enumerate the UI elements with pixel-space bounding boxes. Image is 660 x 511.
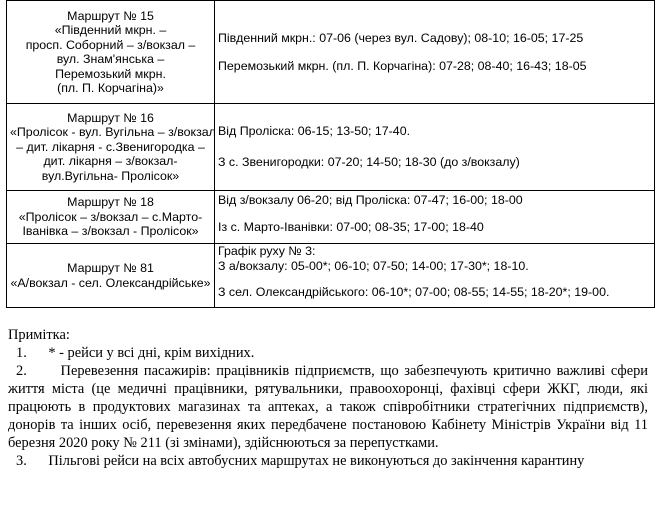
route-title: Маршрут № 16: [67, 110, 154, 125]
schedule-cell: [215, 1, 655, 104]
note-item: 2. Перевезення пасажирів: працівників підприємств, що забезпечують критично важливі сфери життя міста (це медичні працівники, рятувальники, правоохоронці, фахівці сфери ЖКГ, люди, які працюють в продуктових магазинах та аптеках, а також співробітники стратегічних підприємств), донорів та інших осіб, перевезення яких передбачене постановою Кабінету Міністрів України від 11 березня 2020 року № 211 (зі змінами), здійснюються за перепустками.: [8, 363, 652, 451]
schedule-line: Графік руху № 3:: [218, 244, 316, 258]
route-desc-line: дит. лікарня – з/вокзал-: [43, 154, 178, 169]
route-title: Маршрут № 15: [67, 8, 154, 23]
table-row: [7, 191, 655, 244]
schedule-cell: [215, 244, 655, 308]
route-title: Маршрут № 18: [67, 195, 154, 210]
schedule-cell: [215, 104, 655, 191]
table-row: [7, 104, 655, 191]
route-desc-line: Перемозький мкрн.: [55, 66, 166, 81]
schedule-line: Від Пролiска: 06-15; 13-50; 17-40.: [218, 124, 411, 138]
route-desc-line: вул.Вугільна- Пролісок»: [41, 168, 180, 183]
route-desc-line: «А/вокзал - сел. Олександрійське»: [10, 275, 211, 290]
route-desc-line: (пл. П. Корчагіна)»: [57, 81, 164, 95]
schedule-line: Від з/вокзалу 06-20; від Пролiска: 07-47; 16-00; 18-00: [218, 193, 523, 207]
route-title: Маршрут № 81: [67, 261, 154, 275]
schedule-line: З а/вокзалу: 05-00*; 06-10; 07-50; 14-00; 17-30*; 18-10.: [218, 258, 529, 273]
route-desc-line: Іванівка – з/вокзал - Пролісок»: [22, 224, 199, 239]
note-item: 3. Пільгові рейси на всіх автобусних маршрутах не виконуються до закінчення карантину: [16, 453, 585, 469]
schedule-line: Південний мкрн.: 07-06 (через вул. Садову); 08-10; 16-05; 17-25: [218, 31, 584, 45]
route-desc-line: вул. Знам'янська –: [56, 52, 165, 66]
route-desc-line: «Пролісок – з/вокзал – с.Марто-: [18, 209, 203, 224]
note-item: 1. * - рейси у всі дні, крім вихідних.: [16, 345, 255, 361]
route-desc-line: «Пролісок - вул. Вугільна – з/вокзал: [10, 125, 216, 140]
notes-section: [8, 326, 652, 470]
route-desc-line: – дит. лікарня - с.Звенигородка –: [16, 139, 205, 154]
route-cell: [7, 104, 215, 191]
schedule-line: Перемозький мкрн. (пл. П. Корчагіна): 07-28; 08-40; 16-43; 18-05: [218, 58, 587, 73]
schedule-line: З сел. Олександрійського: 06-10*; 07-00; 08-55; 14-55; 18-20*; 19-00.: [218, 285, 610, 299]
notes-heading: Примітка:: [8, 327, 70, 343]
route-cell: [7, 244, 215, 308]
route-cell: [7, 1, 215, 104]
route-cell: [7, 191, 215, 244]
route-desc-line: «Південний мкрн. –: [54, 23, 167, 37]
table-row: [7, 1, 655, 104]
table-row: [7, 244, 655, 308]
route-desc-line: просп. Соборний – з/вокзал –: [25, 37, 196, 52]
routes-table: [6, 0, 655, 308]
schedule-cell: [215, 191, 655, 244]
schedule-line: З с. Звенигородки: 07-20; 14-50; 18-30 (до з/вокзалу): [218, 154, 520, 169]
schedule-line: Із с. Марто-Іванівки: 07-00; 08-35; 17-00; 18-40: [218, 219, 484, 234]
